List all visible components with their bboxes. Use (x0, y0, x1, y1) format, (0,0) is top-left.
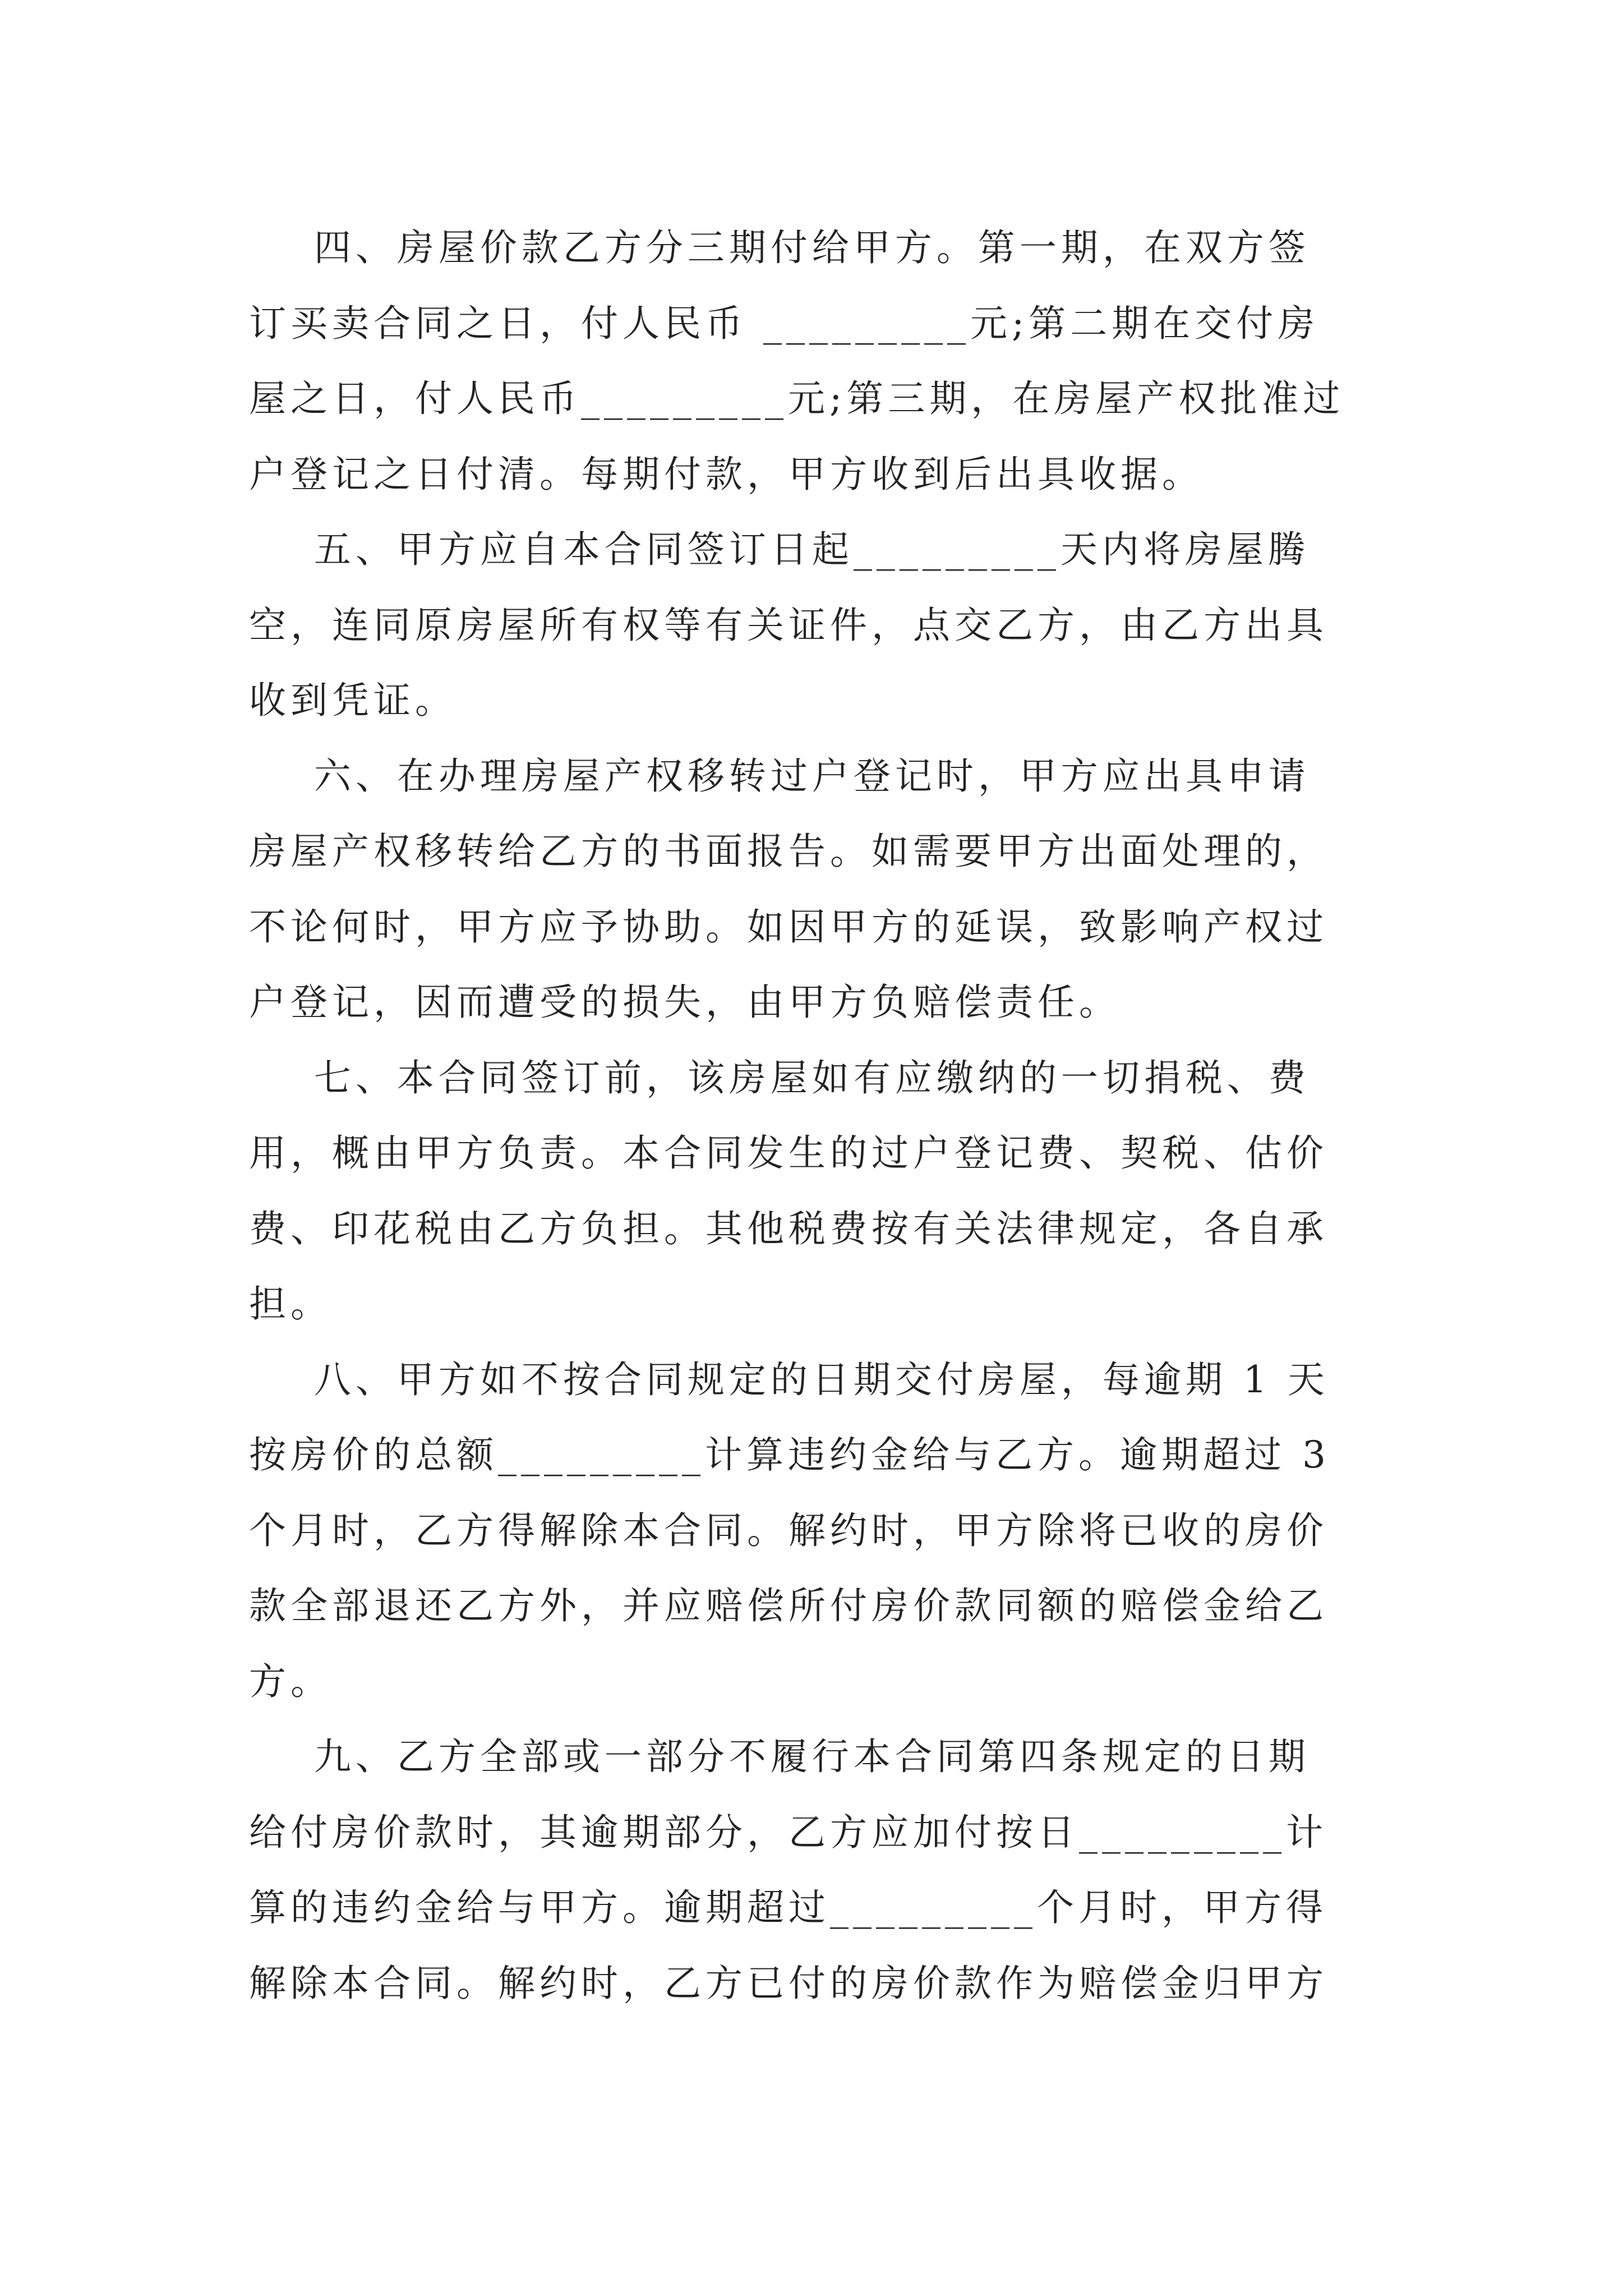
text-line: 订买卖合同之日，付人民币 _________元;第二期在交付房 (249, 301, 1320, 345)
text-line: 款全部退还乙方外，并应赔偿所付房价款同额的赔偿金给乙 (249, 1584, 1328, 1627)
text-line: 个月时，乙方得解除本合同。解约时，甲方除将已收的房价 (249, 1508, 1328, 1552)
text-line: 费、印花税由乙方负担。其他税费按有关法律规定，各自承 (249, 1207, 1328, 1250)
text-line: 五、甲方应自本合同签订日起_________天内将房屋腾 (249, 528, 1310, 571)
text-line: 按房价的总额_________计算违约金给与乙方。逾期超过 3 (249, 1433, 1330, 1476)
text-line: 四、房屋价款乙方分三期付给甲方。第一期，在双方签 (249, 226, 1310, 269)
text-line: 担。 (249, 1282, 332, 1326)
text-line: 户登记之日付清。每期付款，甲方收到后出具收据。 (249, 452, 1204, 496)
paragraph-5 (249, 512, 1382, 739)
text-line: 算的违约金给与甲方。逾期超过_________个月时，甲方得 (249, 1886, 1327, 1929)
contract-text (249, 210, 1382, 2021)
paragraph-6 (249, 739, 1382, 1041)
paragraph-4 (249, 210, 1382, 512)
text-line: 七、本合同签订前，该房屋如有应缴纳的一切捐税、费 (249, 1056, 1310, 1099)
text-line: 户登记，因而遭受的损失，由甲方负赔偿责任。 (249, 981, 1121, 1024)
text-line: 八、甲方如不按合同规定的日期交付房屋，每逾期 1 天 (249, 1358, 1329, 1401)
paragraph-9 (249, 1719, 1382, 2021)
paragraph-8 (249, 1342, 1382, 1720)
text-line: 不论何时，甲方应予协助。如因甲方的延误，致影响产权过 (249, 905, 1328, 949)
text-line: 解除本合同。解约时，乙方已付的房价款作为赔偿金归甲方 (249, 1961, 1328, 2005)
text-line: 空，连同原房屋所有权等有关证件，点交乙方，由乙方出具 (249, 603, 1328, 647)
text-line: 给付房价款时，其逾期部分，乙方应加付按日_________计 (249, 1810, 1327, 1854)
text-line: 方。 (249, 1659, 332, 1703)
text-line: 用，概由甲方负责。本合同发生的过户登记费、契税、估价 (249, 1131, 1328, 1175)
text-line: 屋之日，付人民币_________元;第三期，在房屋产权批准过 (249, 377, 1345, 420)
paragraph-7 (249, 1041, 1382, 1342)
text-line: 收到凭证。 (249, 679, 457, 722)
text-line: 房屋产权移转给乙方的书面报告。如需要甲方出面处理的， (249, 830, 1328, 873)
text-line: 六、在办理房屋产权移转过户登记时，甲方应出具申请 (249, 754, 1310, 798)
text-line: 九、乙方全部或一部分不履行本合同第四条规定的日期 (249, 1735, 1310, 1778)
